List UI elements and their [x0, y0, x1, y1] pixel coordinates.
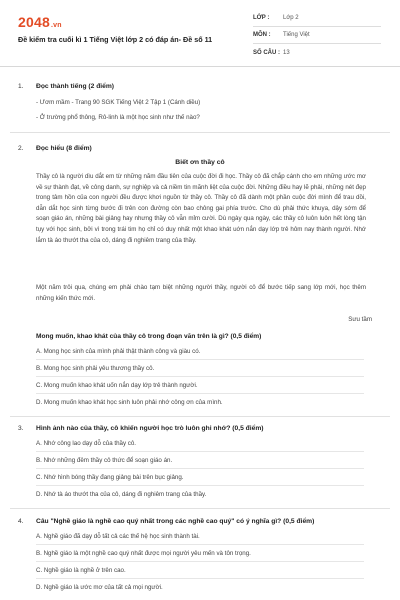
section-title: Hình ảnh nào của thầy, cô khiến người học trò luôn ghi nhớ? (0,5 điểm)	[36, 425, 264, 432]
section-1-bullet: - Ở trường phổ thông, Rô-linh là một học sinh như thế nào?	[36, 114, 200, 121]
answer-option-a[interactable]: A. Mong học sinh của mình phải thật thành công và giàu có.	[36, 343, 364, 360]
section-1-bullet: - Ươm mầm - Trang 90 SGK Tiếng Việt 2 Tập 1 (Cánh diều)	[36, 99, 201, 106]
answer-option-a[interactable]: A. Nhớ công lao dạy dỗ của thầy cô.	[36, 435, 364, 452]
document-title: Đề kiểm tra cuối kì 1 Tiếng Việt lớp 2 có đáp án- Đề số 11	[18, 35, 213, 44]
question-text: Mong muốn, khao khát của thầy cô trong đoạn văn trên là gì? (0,5 điểm)	[36, 333, 262, 340]
answer-option-b[interactable]: B. Nhớ những đêm thầy cô thức để soạn giáo án.	[36, 452, 364, 469]
answer-option-c[interactable]: C. Nhớ hình bóng thầy đang giảng bài trên bục giảng.	[36, 469, 364, 486]
meta-key: MÔN :	[253, 32, 271, 38]
meta-table	[253, 10, 381, 61]
meta-key: LỚP :	[253, 15, 270, 21]
answer-option-a[interactable]: A. Nghề giáo đã dạy dỗ tất cả các thế hệ học sinh thành tài.	[36, 528, 364, 545]
section-divider	[10, 416, 390, 417]
answer-option-d[interactable]: D. Nghề giáo là ước mơ của tất cả mọi người.	[36, 584, 163, 591]
answer-option-b[interactable]: B. Mong học sinh phải yêu thương thầy cô.	[36, 360, 364, 377]
reading-title: Biết ơn thầy cô	[175, 159, 225, 166]
answer-options	[36, 528, 364, 596]
section-number: 1.	[18, 83, 24, 90]
section-number: 3.	[18, 425, 24, 432]
header-divider	[0, 66, 400, 67]
section-title: Đọc hiểu (8 điểm)	[36, 145, 92, 152]
meta-key: SỐ CÂU :	[253, 49, 280, 56]
meta-row-question-count	[253, 44, 381, 61]
section-number: 4.	[18, 518, 24, 525]
section-number: 2.	[18, 145, 24, 152]
meta-row-grade	[253, 10, 381, 27]
site-logo[interactable]	[18, 14, 62, 30]
answer-option-d[interactable]: D. Nhớ tà áo thướt tha của cô, dáng đi nghiêm trang của thầy.	[36, 491, 207, 498]
section-divider	[10, 132, 390, 133]
meta-value: 13	[283, 49, 290, 56]
reading-paragraph: Thầy cô là người dìu dắt em từ những năm đầu tiên của cuộc đời đi học. Thầy cô đã chắp cánh cho em những ước mơ về sự thành đạt, về công danh, sự nghiệp và cả niềm tin mãnh liệt của cuộc đời. Những điều hay lẽ phải, những nét đẹp trong tâm hồn của con người đều được khơi nguồn từ thầy cô. Thầy cô đã dành một phần cuộc đời mình để trau dồi, dẫn dắt học sinh từng bước đi trên con đường còn bao chông gai phía trước. Cho dù phải thức khuya, dậy sớm để soạn giáo án, những bài giảng hay nhưng thầy cô vẫn mỉm cười. Dù ngày qua ngày, các thầy cô luôn luôn hết lòng tận tụy với học sinh, bởi vì trong trái tim họ chỉ có duy nhất một khao khát uớn nắn dạy lớp trẻ hôm nay thành người. Nhớ lắm tà áo thướt tha của cô, dáng đi nghiêm trang của thầy.	[36, 173, 366, 244]
meta-value: Lớp 2	[283, 15, 299, 21]
answer-option-d[interactable]: D. Mong muốn khao khát học sinh luôn phải nhớ công ơn của mình.	[36, 399, 223, 406]
reading-paragraph: Một năm trôi qua, chúng em phải chào tạm biệt những người thầy, người cô để bước tiếp sang lớp mới, học thêm những kiến thức mới.	[36, 284, 366, 302]
meta-row-subject	[253, 27, 381, 44]
answer-options	[36, 343, 364, 411]
reading-source: Sưu tầm	[348, 316, 372, 323]
logo-text: 2048	[18, 14, 50, 30]
logo-suffix: .vn	[50, 22, 62, 29]
meta-value: Tiếng Việt	[283, 32, 310, 38]
section-title: Đọc thành tiếng (2 điểm)	[36, 83, 115, 90]
answer-option-c[interactable]: C. Mong muốn khao khát uốn nắn dạy lớp trẻ thành người.	[36, 377, 364, 394]
answer-options	[36, 435, 364, 503]
section-divider	[10, 508, 390, 509]
section-title: Câu "Nghề giáo là nghề cao quý nhất trong các nghề cao quý" có ý nghĩa gì? (0,5 điểm)	[36, 518, 315, 525]
answer-option-c[interactable]: C. Nghề giáo là nghề ở trên cao.	[36, 562, 364, 579]
answer-option-b[interactable]: B. Nghề giáo là một nghề cao quý nhất được mọi người yêu mến và tôn trọng.	[36, 545, 364, 562]
